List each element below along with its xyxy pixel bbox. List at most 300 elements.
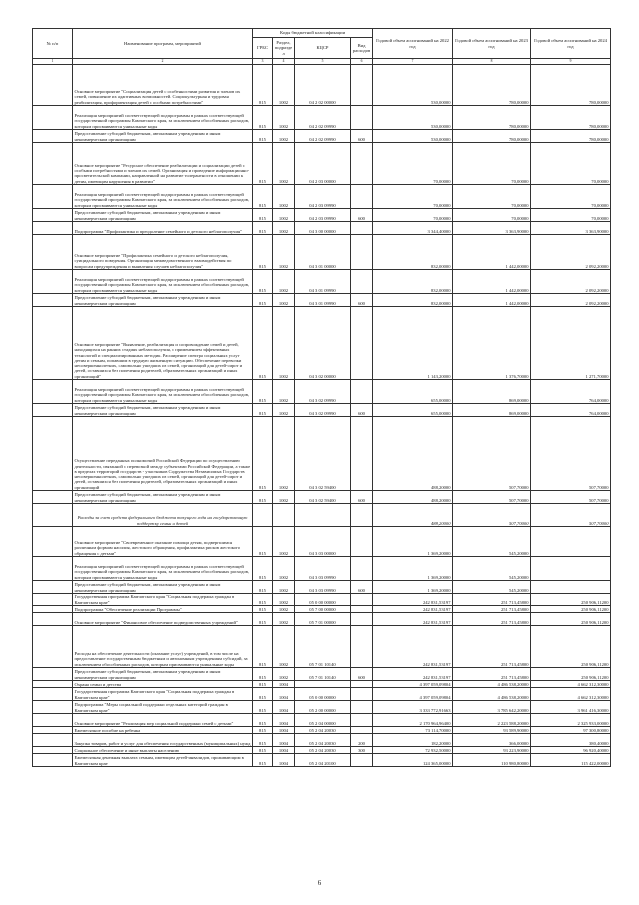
- table-row: [33, 606, 611, 613]
- allocation-2024-cell: 250 906,11200: [531, 606, 611, 613]
- header-grbs: ГРБС: [253, 38, 273, 59]
- grbs-cell: 815: [253, 754, 273, 767]
- section-cell: 1004: [273, 747, 295, 754]
- allocation-2024-cell: 2 092,20000: [531, 235, 611, 270]
- column-number: 5: [295, 59, 351, 65]
- program-name-cell: Реализация мероприятий соответствующей подпрограммы в рамках соответствующей государственной программы Камчатского края, за исключением обособленных расходов, которым присваиваются уникальные коды: [73, 185, 253, 209]
- row-number-cell: [33, 417, 73, 491]
- section-cell: 1002: [273, 668, 295, 681]
- grbs-cell: 815: [253, 688, 273, 701]
- row-number-cell: [33, 504, 73, 527]
- allocation-2022-cell: 242 831,53197: [373, 626, 453, 668]
- header-allocation-2024: Годовой объем ассигнований на 2024 год: [531, 29, 611, 59]
- row-number-cell: [33, 557, 73, 581]
- allocation-2023-cell: 869,00000: [453, 380, 531, 404]
- header-ksr: КЦСР: [295, 38, 351, 59]
- row-number-cell: [33, 270, 73, 294]
- expense-type-cell: [351, 613, 373, 626]
- expense-type-cell: [351, 222, 373, 235]
- expense-type-cell: 600: [351, 668, 373, 681]
- allocation-2024-cell: 507,70000: [531, 491, 611, 504]
- section-cell: 1002: [273, 222, 295, 235]
- allocation-2024-cell: 250 906,11200: [531, 613, 611, 626]
- ksr-cell: 04 3 02 09990: [295, 380, 351, 404]
- allocation-2023-cell: 780,00000: [453, 65, 531, 106]
- allocation-2022-cell: 124 365,00000: [373, 754, 453, 767]
- ksr-cell: 05 2 00 00000: [295, 701, 351, 714]
- ksr-cell: 05 2 04 20030: [295, 747, 351, 754]
- program-name-cell: Ежемесячная денежная выплата семьям, имеющим детей-инвалидов, проживающим в Камчатском крае: [73, 754, 253, 767]
- program-name-cell: Реализация мероприятий соответствующей подпрограммы в рамках соответствующей государственной программы Камчатского края, за исключением обособленных расходов, которым присваиваются уникальные коды: [73, 270, 253, 294]
- allocation-2024-cell: 250 906,11200: [531, 626, 611, 668]
- row-number-cell: [33, 626, 73, 668]
- section-cell: 1002: [273, 626, 295, 668]
- grbs-cell: 815: [253, 714, 273, 727]
- row-number-cell: [33, 380, 73, 404]
- allocation-2024-cell: 3 363,90000: [531, 222, 611, 235]
- allocation-2023-cell: 545,20000: [453, 581, 531, 594]
- header-expense-type: Вид расходов: [351, 38, 373, 59]
- table-row: [33, 209, 611, 222]
- row-number-cell: [33, 222, 73, 235]
- ksr-cell: 04 3 02 09990: [295, 404, 351, 417]
- section-cell: 1002: [273, 557, 295, 581]
- section-cell: 1002: [273, 235, 295, 270]
- row-number-cell: [33, 747, 73, 754]
- table-row: [33, 491, 611, 504]
- program-name-cell: Подпрограмма "Обеспечение реализации Программы": [73, 606, 253, 613]
- table-row: [33, 613, 611, 626]
- program-name-cell: Социальное обеспечение и иные выплаты населению: [73, 747, 253, 754]
- allocation-2024-cell: 780,00000: [531, 130, 611, 143]
- allocation-2023-cell: 4 486 538,20000: [453, 688, 531, 701]
- row-number-cell: [33, 681, 73, 688]
- table-row: [33, 668, 611, 681]
- table-row: [33, 747, 611, 754]
- allocation-2023-cell: 3 363,90000: [453, 222, 531, 235]
- expense-type-cell: 600: [351, 209, 373, 222]
- expense-type-cell: 600: [351, 404, 373, 417]
- program-name-cell: Основное мероприятие "Выявление, реабилитация и сопровождение семей и детей, находящихся на ранних стадиях неблагополучия, с применением эффективных технологий и специализированных методик. Расширение спектра социальных услуг детям и семьям, попавшим в трудную жизненную ситуацию. Обеспечение перевозки несовершеннолетних, самовольно ушедших из семей, организаций для детей-сирот и детей, оставшихся без попечения родителей, образовательных организаций и иных организаций": [73, 307, 253, 380]
- row-number-cell: [33, 688, 73, 701]
- allocation-2023-cell: 1 376,70000: [453, 307, 531, 380]
- row-number-cell: [33, 734, 73, 747]
- program-name-cell: Расходы на обеспечение деятельности (оказание услуг) учреждений, в том числе на предоставление государственным бюджетным и автономным учреждениям субсидий, за исключением обособленных расходов, которым присваиваются уникальные коды: [73, 626, 253, 668]
- expense-type-cell: [351, 235, 373, 270]
- column-number: 8: [453, 59, 531, 65]
- ksr-cell: 04 3 00 00000: [295, 222, 351, 235]
- allocation-2022-cell: 832,00000: [373, 294, 453, 307]
- program-name-cell: Предоставление субсидий бюджетным, автономным учреждениям и иным некоммерческим организациям: [73, 130, 253, 143]
- program-name-cell: Государственная программа Камчатского края "Социальная поддержка граждан в Камчатском крае": [73, 594, 253, 606]
- program-name-cell: Расходы за счет средств федерального бюджета текущего года на государственную поддержку семьи и детей: [73, 504, 253, 527]
- allocation-2022-cell: 182,20000: [373, 734, 453, 747]
- row-number-cell: [33, 606, 73, 613]
- program-name-cell: Основное мероприятие "Финансовое обеспечение подведомственных учреждений": [73, 613, 253, 626]
- grbs-cell: 815: [253, 594, 273, 606]
- expense-type-cell: [351, 380, 373, 404]
- grbs-cell: 815: [253, 491, 273, 504]
- program-name-cell: Основное мероприятие "Профилактика семейного и детского неблагополучия, суицидального поведения. Организация межведомственного взаимодействия по вопросам предупреждения и выявления случаев неблагополучия": [73, 235, 253, 270]
- allocation-2024-cell: 70,00000: [531, 209, 611, 222]
- program-name-cell: Основное мероприятие "Ресурсное обеспечение реабилитации и социализации детей с особыми потребностями и членов их семей. Организация и проведение информационно-просветительской кампании, направленной на развитие толерантности в отношении к детям, имеющим нарушения в развитии": [73, 143, 253, 185]
- allocation-2022-cell: 4 397 059,09804: [373, 688, 453, 701]
- ksr-cell: 05 0 00 00000: [295, 594, 351, 606]
- ksr-cell: 04 2 03 09990: [295, 185, 351, 209]
- program-name-cell: Реализация мероприятий соответствующей подпрограммы в рамках соответствующей государственной программы Камчатского края, за исключением обособленных расходов, которым присваиваются уникальные коды: [73, 557, 253, 581]
- column-number: 9: [531, 59, 611, 65]
- header-section: Раздел, подраздел: [273, 38, 295, 59]
- section-cell: 1002: [273, 594, 295, 606]
- ksr-cell: [295, 504, 351, 527]
- expense-type-cell: [351, 606, 373, 613]
- expense-type-cell: 200: [351, 734, 373, 747]
- expense-type-cell: [351, 701, 373, 714]
- ksr-cell: 05 7 01 10140: [295, 626, 351, 668]
- table-row: [33, 143, 611, 185]
- ksr-cell: 04 2 03 00000: [295, 143, 351, 185]
- allocation-2023-cell: 545,20000: [453, 527, 531, 557]
- ksr-cell: 05 2 04 20030: [295, 727, 351, 734]
- section-cell: 1004: [273, 714, 295, 727]
- allocation-2024-cell: [531, 581, 611, 594]
- allocation-2023-cell: 507,70000: [453, 504, 531, 527]
- grbs-cell: [253, 504, 273, 527]
- table-row: [33, 557, 611, 581]
- grbs-cell: 815: [253, 747, 273, 754]
- table-row: [33, 594, 611, 606]
- ksr-cell: 05 2 04 20100: [295, 754, 351, 767]
- expense-type-cell: [351, 143, 373, 185]
- allocation-2022-cell: 3 344,40000: [373, 222, 453, 235]
- grbs-cell: 815: [253, 581, 273, 594]
- ksr-cell: [295, 681, 351, 688]
- table-row: [33, 681, 611, 688]
- allocation-2023-cell: 1 442,00000: [453, 235, 531, 270]
- row-number-cell: [33, 714, 73, 727]
- allocation-2022-cell: 70,00000: [373, 209, 453, 222]
- program-name-cell: Предоставление субсидий бюджетным, автономным учреждениям и иным некоммерческим организациям: [73, 294, 253, 307]
- table-row: [33, 734, 611, 747]
- allocation-2023-cell: 1 442,00000: [453, 294, 531, 307]
- column-number: 2: [73, 59, 253, 65]
- row-number-cell: [33, 294, 73, 307]
- allocation-2023-cell: 70,00000: [453, 185, 531, 209]
- allocation-2023-cell: 780,00000: [453, 130, 531, 143]
- grbs-cell: 815: [253, 185, 273, 209]
- allocation-2023-cell: 251 713,45800: [453, 594, 531, 606]
- section-cell: 1002: [273, 527, 295, 557]
- expense-type-cell: [351, 270, 373, 294]
- expense-type-cell: [351, 727, 373, 734]
- header-allocation-2022: Годовой объем ассигнований на 2022 год: [373, 29, 453, 59]
- allocation-2022-cell: 242 831,53197: [373, 594, 453, 606]
- allocation-2023-cell: 251 713,45800: [453, 613, 531, 626]
- ksr-cell: 04 2 02 09990: [295, 106, 351, 130]
- program-name-cell: Предоставление субсидий бюджетным, автономным учреждениям и иным некоммерческим организациям: [73, 581, 253, 594]
- grbs-cell: 815: [253, 106, 273, 130]
- allocation-2023-cell: 1 442,00000: [453, 270, 531, 294]
- expense-type-cell: 300: [351, 747, 373, 754]
- ksr-cell: 04 3 02 00000: [295, 307, 351, 380]
- row-number-cell: [33, 527, 73, 557]
- allocation-2023-cell: 869,00000: [453, 404, 531, 417]
- section-cell: 1002: [273, 270, 295, 294]
- column-number: 1: [33, 59, 73, 65]
- grbs-cell: 815: [253, 613, 273, 626]
- ksr-cell: 04 3 03 09990: [295, 557, 351, 581]
- allocation-2023-cell: 93 589,90000: [453, 727, 531, 734]
- grbs-cell: 815: [253, 606, 273, 613]
- allocation-2022-cell: 530,00000: [373, 106, 453, 130]
- row-number-cell: [33, 701, 73, 714]
- allocation-2024-cell: 1 271,70000: [531, 307, 611, 380]
- table-body: [33, 65, 611, 767]
- ksr-cell: 04 2 03 09990: [295, 209, 351, 222]
- allocation-2024-cell: 2 092,20000: [531, 270, 611, 294]
- allocation-2022-cell: 242 831,53197: [373, 606, 453, 613]
- row-number-cell: [33, 106, 73, 130]
- row-number-cell: [33, 143, 73, 185]
- ksr-cell: 05 2 04 20030: [295, 734, 351, 747]
- allocation-2024-cell: 507,70000: [531, 417, 611, 491]
- allocation-2024-cell: 2 092,20000: [531, 294, 611, 307]
- grbs-cell: 815: [253, 727, 273, 734]
- ksr-cell: 04 3 01 00000: [295, 235, 351, 270]
- row-number-cell: [33, 754, 73, 767]
- program-name-cell: Охрана семьи и детства: [73, 681, 253, 688]
- table-row: [33, 222, 611, 235]
- program-name-cell: Ежемесячное пособие на ребенка: [73, 727, 253, 734]
- allocation-2022-cell: 70,00000: [373, 185, 453, 209]
- expense-type-cell: [351, 688, 373, 701]
- ksr-cell: 04 3 03 09990: [295, 581, 351, 594]
- ksr-cell: 05 7 01 00000: [295, 613, 351, 626]
- allocation-2024-cell: 97 300,80000: [531, 727, 611, 734]
- allocation-2024-cell: 780,00000: [531, 65, 611, 106]
- allocation-2022-cell: 832,00000: [373, 270, 453, 294]
- section-cell: 1002: [273, 307, 295, 380]
- header-allocation-2023: Годовой объем ассигнований на 2023 год: [453, 29, 531, 59]
- section-cell: 1002: [273, 613, 295, 626]
- program-name-cell: Реализация мероприятий соответствующей подпрограммы в рамках соответствующей государственной программы Камчатского края, за исключением обособленных расходов, которым присваиваются уникальные коды: [73, 106, 253, 130]
- section-cell: 1002: [273, 491, 295, 504]
- allocation-2022-cell: 530,00000: [373, 130, 453, 143]
- table-row: [33, 727, 611, 734]
- row-number-cell: [33, 235, 73, 270]
- grbs-cell: 815: [253, 222, 273, 235]
- allocation-2022-cell: 488,20000: [373, 417, 453, 491]
- row-number-cell: [33, 491, 73, 504]
- allocation-2024-cell: 507,70000: [531, 504, 611, 527]
- section-cell: 1002: [273, 294, 295, 307]
- expense-type-cell: [351, 185, 373, 209]
- section-cell: 1002: [273, 581, 295, 594]
- section-cell: 1004: [273, 701, 295, 714]
- allocation-2024-cell: 96 920,40000: [531, 747, 611, 754]
- allocation-2023-cell: 780,00000: [453, 106, 531, 130]
- allocation-2022-cell: 1 143,20000: [373, 307, 453, 380]
- allocation-2022-cell: 655,00000: [373, 380, 453, 404]
- section-cell: 1002: [273, 106, 295, 130]
- expense-type-cell: [351, 594, 373, 606]
- row-number-cell: [33, 307, 73, 380]
- allocation-2023-cell: 70,00000: [453, 143, 531, 185]
- section-cell: 1002: [273, 380, 295, 404]
- section-cell: 1002: [273, 65, 295, 106]
- expense-type-cell: [351, 754, 373, 767]
- allocation-2022-cell: 4 397 059,09804: [373, 681, 453, 688]
- allocation-2024-cell: 70,00000: [531, 143, 611, 185]
- row-number-cell: [33, 613, 73, 626]
- section-cell: 1002: [273, 404, 295, 417]
- row-number-cell: [33, 668, 73, 681]
- allocation-2022-cell: 530,00000: [373, 65, 453, 106]
- grbs-cell: 815: [253, 557, 273, 581]
- expense-type-cell: [351, 417, 373, 491]
- section-cell: 1004: [273, 734, 295, 747]
- program-name-cell: Закупка товаров, работ и услуг для обеспечения государственных (муниципальных) нужд: [73, 734, 253, 747]
- grbs-cell: 815: [253, 404, 273, 417]
- allocation-2023-cell: 251 713,45800: [453, 668, 531, 681]
- allocation-2023-cell: 507,70000: [453, 417, 531, 491]
- allocation-2022-cell: 832,00000: [373, 235, 453, 270]
- expense-type-cell: [351, 65, 373, 106]
- grbs-cell: 815: [253, 130, 273, 143]
- allocation-2022-cell: 488,20000: [373, 491, 453, 504]
- ksr-cell: 05 0 00 00000: [295, 688, 351, 701]
- allocation-2022-cell: 3 333 772,91663: [373, 701, 453, 714]
- table-row: [33, 581, 611, 594]
- allocation-2024-cell: 780,00000: [531, 106, 611, 130]
- program-name-cell: Предоставление субсидий бюджетным, автономным учреждениям и иным некоммерческим организациям: [73, 668, 253, 681]
- table-row: [33, 307, 611, 380]
- row-number-cell: [33, 594, 73, 606]
- allocation-2023-cell: 507,70000: [453, 491, 531, 504]
- ksr-cell: 04 3 01 09990: [295, 270, 351, 294]
- column-number: 3: [253, 59, 273, 65]
- table-row: [33, 701, 611, 714]
- expense-type-cell: [351, 626, 373, 668]
- allocation-2023-cell: 2 223 588,20000: [453, 714, 531, 727]
- allocation-2023-cell: 545,20000: [453, 557, 531, 581]
- ksr-cell: 04 2 02 00000: [295, 65, 351, 106]
- allocation-2022-cell: 655,00000: [373, 404, 453, 417]
- table-row: [33, 270, 611, 294]
- row-number-cell: [33, 65, 73, 106]
- table-row: [33, 417, 611, 491]
- section-cell: 1004: [273, 754, 295, 767]
- program-name-cell: Основное мероприятие "Своевременное оказание помощи детям, подвергшимся различным формам насилия, жестокого обращения, профилактика рисков жестокого обращения с детьми": [73, 527, 253, 557]
- allocation-2024-cell: 380,40000: [531, 734, 611, 747]
- ksr-cell: 05 2 04 00000: [295, 714, 351, 727]
- allocation-2024-cell: 3 961 416,30000: [531, 701, 611, 714]
- row-number-cell: [33, 185, 73, 209]
- ksr-cell: 04 3 01 09990: [295, 294, 351, 307]
- expense-type-cell: [351, 106, 373, 130]
- expense-type-cell: [351, 557, 373, 581]
- section-cell: 1002: [273, 143, 295, 185]
- program-name-cell: Осуществление переданных полномочий Российской Федерации по осуществлению деятельности, связанной с перевозкой между субъектами Российской Федерации, а также в пределах территорий государств - участников Содружества Независимых Государств несовершеннолетних, самовольно ушедших из семей, организаций для детей-сирот и детей, оставшихся без попечения родителей, образовательных организаций и иных организаций: [73, 417, 253, 491]
- grbs-cell: 815: [253, 143, 273, 185]
- allocation-2023-cell: 251 713,45800: [453, 626, 531, 668]
- table-row: [33, 688, 611, 701]
- expense-type-cell: 600: [351, 130, 373, 143]
- row-number-cell: [33, 727, 73, 734]
- section-cell: 1002: [273, 130, 295, 143]
- grbs-cell: 815: [253, 380, 273, 404]
- budget-table: [32, 28, 611, 767]
- table-row: [33, 65, 611, 106]
- grbs-cell: 815: [253, 209, 273, 222]
- expense-type-cell: [351, 504, 373, 527]
- grbs-cell: 815: [253, 307, 273, 380]
- allocation-2024-cell: 764,00000: [531, 380, 611, 404]
- expense-type-cell: [351, 681, 373, 688]
- allocation-2024-cell: 2 325 933,00000: [531, 714, 611, 727]
- ksr-cell: 04 3 02 59400: [295, 491, 351, 504]
- column-number: 7: [373, 59, 453, 65]
- table-row: [33, 185, 611, 209]
- table-row: [33, 380, 611, 404]
- allocation-2024-cell: 4 662 312,30000: [531, 688, 611, 701]
- table-row: [33, 754, 611, 767]
- row-number-cell: [33, 209, 73, 222]
- ksr-cell: 04 3 02 59400: [295, 417, 351, 491]
- section-cell: 1002: [273, 606, 295, 613]
- grbs-cell: 815: [253, 681, 273, 688]
- allocation-2023-cell: 93 223,90000: [453, 747, 531, 754]
- allocation-2024-cell: 70,00000: [531, 185, 611, 209]
- allocation-2022-cell: 1 369,20000: [373, 581, 453, 594]
- allocation-2024-cell: 115 422,00000: [531, 754, 611, 767]
- program-name-cell: Государственная программа Камчатского края "Социальная поддержка граждан в Камчатском крае": [73, 688, 253, 701]
- row-number-cell: [33, 404, 73, 417]
- ksr-cell: 04 3 03 00000: [295, 527, 351, 557]
- grbs-cell: 815: [253, 294, 273, 307]
- table-row: [33, 130, 611, 143]
- allocation-2024-cell: 4 662 312,30000: [531, 681, 611, 688]
- allocation-2023-cell: 70,00000: [453, 209, 531, 222]
- row-number-cell: [33, 130, 73, 143]
- program-name-cell: Предоставление субсидий бюджетным, автономным учреждениям и иным некоммерческим организациям: [73, 209, 253, 222]
- ksr-cell: 04 2 02 09990: [295, 130, 351, 143]
- section-cell: 1002: [273, 185, 295, 209]
- allocation-2022-cell: 73 114,70000: [373, 727, 453, 734]
- grbs-cell: 815: [253, 626, 273, 668]
- ksr-cell: 05 7 00 00000: [295, 606, 351, 613]
- expense-type-cell: 600: [351, 491, 373, 504]
- table-row: [33, 504, 611, 527]
- expense-type-cell: 600: [351, 294, 373, 307]
- allocation-2023-cell: 4 486 538,20000: [453, 681, 531, 688]
- table-row: [33, 404, 611, 417]
- header-program-name: Наименование программ, мероприятий: [73, 29, 253, 59]
- column-number: 4: [273, 59, 295, 65]
- allocation-2024-cell: 250 906,11200: [531, 594, 611, 606]
- program-name-cell: Основное мероприятие "Социализация детей с особенностями развития и членов их семей, повышение их адаптивных возможностей. Социокультурная и трудовая реабилитация, профориентация детей с особыми потребностями": [73, 65, 253, 106]
- program-name-cell: Реализация мероприятий соответствующей подпрограммы в рамках соответствующей государственной программы Камчатского края, за исключением обособленных расходов, которым присваиваются уникальные коды: [73, 380, 253, 404]
- allocation-2024-cell: 764,00000: [531, 404, 611, 417]
- program-name-cell: Подпрограмма "Профилактика и преодоление семейного и детского неблагополучия": [73, 222, 253, 235]
- section-cell: 1002: [273, 209, 295, 222]
- grbs-cell: 815: [253, 270, 273, 294]
- expense-type-cell: [351, 714, 373, 727]
- section-cell: 1002: [273, 417, 295, 491]
- allocation-2024-cell: 250 906,11200: [531, 668, 611, 681]
- ksr-cell: 05 7 01 10140: [295, 668, 351, 681]
- table-row: [33, 294, 611, 307]
